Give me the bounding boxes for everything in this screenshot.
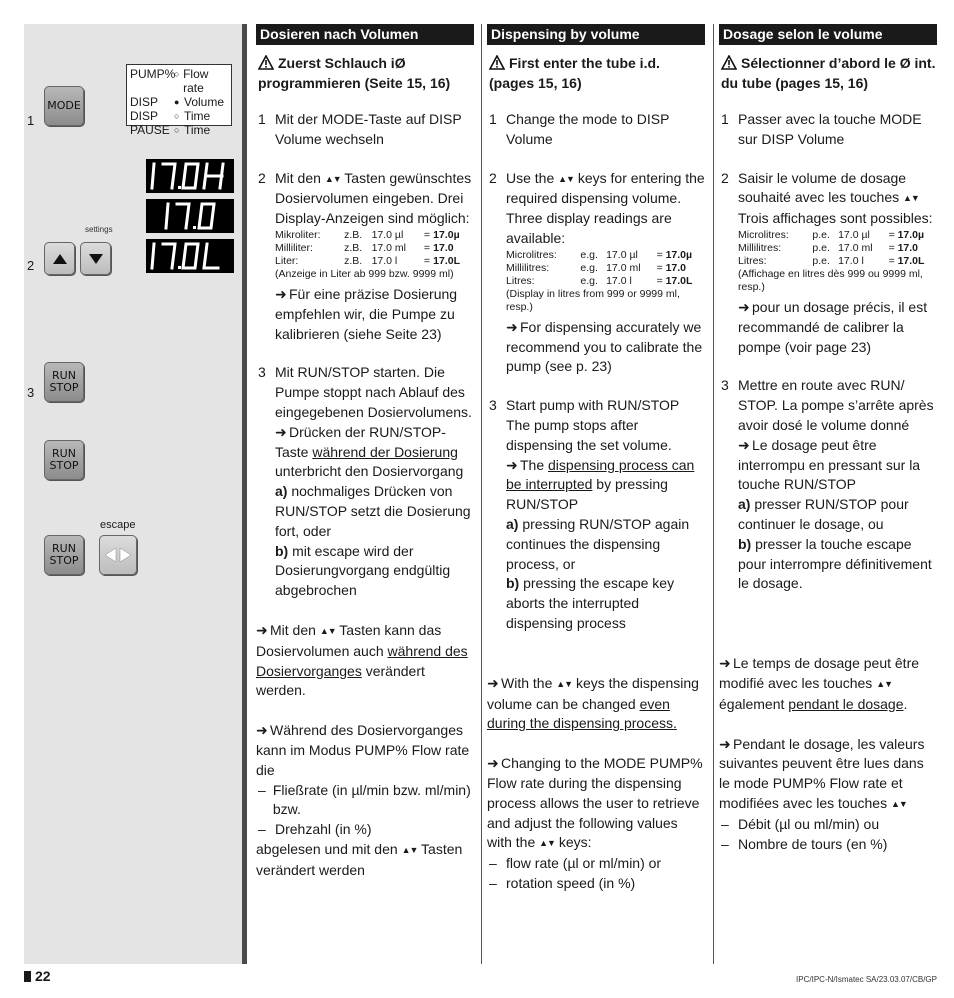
warning-text: First enter the tube i.d. (pages 15, 16) (489, 55, 660, 91)
unit-table (506, 249, 705, 288)
escape-label: escape (100, 519, 136, 531)
tip-text: ➜ For dispensing accurately we recommend you to calibrate the pump (see p. 23) (506, 318, 703, 375)
step-number: 3 (258, 364, 266, 381)
warning-note (487, 53, 705, 93)
warning-icon (721, 55, 737, 70)
arrow-right-icon: ➜ (487, 755, 499, 772)
arrow-right-icon: ➜ (506, 318, 518, 335)
lcd-display-liter (146, 239, 234, 273)
note-paragraph: ➜ Le temps de dosage peut être modifié avec les touches ▲▼ également pendant le dosage. (719, 655, 920, 712)
option-key: b) (275, 542, 289, 559)
step-number: 2 (258, 169, 266, 186)
page-marker (24, 971, 31, 982)
mode-name: DISP (130, 109, 159, 123)
up-down-keys-icon: ▲▼ (324, 173, 341, 184)
display-note: (Anzeige in Liter ab 999 bzw. 9999 ml) (275, 267, 454, 280)
table-row: Litres: p.e. 17.0 l = 17.0L (738, 254, 925, 267)
step-number: 1 (27, 113, 35, 128)
step-text: Mit den (275, 169, 321, 186)
radio-empty-icon: ○ (174, 69, 180, 79)
step-number: 2 (27, 258, 35, 273)
note-paragraph: abgelesen und mit den ▲▼ Tasten verändert werden (256, 840, 463, 878)
display-note: (Display in litres from 999 or 9999 ml, resp.) (506, 287, 680, 313)
lcd-display-milliliter (146, 199, 234, 233)
table-row: Millilitres: p.e. 17.0 ml = 17.0 (738, 241, 919, 254)
arrow-right-icon: ➜ (256, 621, 268, 638)
escape-button[interactable] (99, 535, 137, 575)
mode-name: DISP (130, 95, 159, 109)
note-paragraph: ➜ Pendant le dosage, les valeurs suivantes peuvent être lues dans le mode PUMP% Flow rate et modifiées avec les touches ▲▼ (719, 735, 937, 815)
step-number: 3 (489, 397, 497, 414)
mode-row (130, 67, 228, 95)
note-paragraph: ➜ With the ▲▼ keys the dispensing volume can be changed even during the dispensing process. (487, 674, 699, 732)
step-text: Passer avec la touche MODE sur DISP Volume (738, 111, 922, 147)
section-header: Dosage selon le volume (719, 24, 937, 45)
column-divider (713, 24, 714, 964)
up-down-keys-icon: ▲▼ (556, 678, 573, 689)
tip-text: ➜ pour un dosage précis, il est recommandé de calibrer la pompe (voir page 23) (738, 298, 928, 355)
mode-row (130, 123, 228, 137)
lcd-display-microliter (146, 159, 234, 193)
up-button[interactable] (44, 242, 75, 275)
arrow-right-icon: ➜ (506, 456, 518, 473)
option-key: a) (275, 483, 288, 500)
seven-segment-display (146, 159, 234, 193)
option-key: b) (506, 575, 520, 592)
step-number: 2 (721, 169, 729, 186)
radio-empty-icon: ○ (174, 125, 180, 135)
option-key: a) (506, 515, 519, 532)
section-header: Dosieren nach Volumen (256, 24, 474, 45)
seven-segment-display (146, 199, 234, 233)
run-stop-button[interactable]: RUN STOP (44, 362, 84, 402)
mode-label: Volume (184, 95, 225, 109)
mode-list (126, 64, 232, 137)
warning-icon (258, 55, 274, 70)
note-paragraph: ➜ Mit den ▲▼ Tasten kann das Dosiervolumen auch während des Dosiervorganges verändert werden. (256, 621, 468, 699)
warning-icon (489, 55, 505, 70)
step-number: 1 (258, 111, 266, 127)
section-header: Dispensing by volume (487, 24, 705, 45)
mode-label: Time (184, 123, 211, 137)
arrow-right-icon: ➜ (738, 298, 750, 315)
triangle-down-icon (89, 254, 103, 264)
run-stop-button[interactable]: RUN STOP (44, 535, 84, 575)
triangle-up-icon (53, 254, 67, 264)
column-divider (481, 24, 482, 964)
option-key: a) (738, 496, 751, 513)
table-row: Mikroliter: z.B. 17.0 µl = 17.0µ (275, 228, 460, 241)
arrow-right-icon: ➜ (487, 674, 499, 691)
mode-name: PUMP% (130, 67, 176, 81)
seven-segment-display (146, 239, 234, 273)
step-text: Trois affichages sont possibles: (738, 210, 933, 227)
arrow-right-icon: ➜ (256, 722, 268, 739)
sidebar-divider (242, 24, 247, 964)
list-item: – Débit (µl ou ml/min) ou (721, 815, 880, 832)
step-number: 1 (721, 111, 729, 127)
step-text: Start pump with RUN/STOP The pump stops after dispensing the set volume. (506, 397, 679, 453)
step-text: Mit der MODE-Taste auf DISP Volume wechseln (275, 111, 462, 147)
unit-table (738, 229, 937, 268)
warning-text: Sélectionner d’abord le Ø int. du tube (pages 15, 16) (721, 55, 936, 91)
unit-table (275, 229, 474, 268)
mode-label: Flow rate (183, 67, 209, 95)
document-code: IPC/IPC-N/Ismatec SA/23.03.07/CB/GP (796, 975, 937, 984)
table-row: Liter: z.B. 17.0 l = 17.0L (275, 254, 461, 267)
arrow-right-icon: ➜ (275, 423, 287, 440)
up-down-keys-icon: ▲▼ (903, 193, 919, 204)
mode-row (130, 95, 228, 109)
mode-name: PAUSE (130, 123, 170, 137)
step-number: 2 (489, 169, 497, 186)
step-number: 3 (721, 377, 729, 394)
table-row: Litres: e.g. 17.0 l = 17.0L (506, 274, 693, 287)
warning-note (256, 53, 474, 93)
warning-text: Zuerst Schlauch iØ programmieren (Seite 15, 16) (258, 55, 451, 91)
note-paragraph: ➜ Changing to the MODE PUMP% Flow rate during the dispensing process allows the user to retrieve and adjust the following values with the ▲▼ keys: (487, 754, 705, 854)
step-text: Change the mode to DISP Volume (506, 111, 670, 147)
table-row: Microlitres: e.g. 17.0 µl = 17.0µ (506, 248, 693, 261)
tip-text: ➜ Für eine präzise Dosierung empfehlen wir, die Pumpe zu kalibrieren (siehe Seite 23) (275, 285, 458, 342)
arrow-right-icon: ➜ (275, 285, 287, 302)
column-german: Dosieren nach Volumen Zuerst Schlauch iØ programmieren (Seite 15, 16) 1 Mit der MODE-Taste auf DISP Volume wechseln 2 Mit den ▲▼ Tasten gewünschtes Dosiervolumen eingeben. Drei Display-Anzeigen sind möglich: Mikroliter: z.B. 17.0 µl = 17.0µ Milliliter: z.B. 17.0 ml = 17.0 Liter: z.B. 17.0 l = 17.0L (Anzeige in Liter ab 999 bzw. 9999 ml) ➜ Für eine präzise Dosierung empfehlen wir, die Pumpe zu kalibrieren (siehe Seite 23) 3 Mit RUN/STOP starten. Die Pumpe stoppt nach Ablauf des eingegebenen Dosiervolumens. ➜ Drücken der RUN/STOP-Taste während der Dosierung unterbricht den Dosiervorgang a) nochmaliges Drücken von RUN/STOP setzt die Dosierung fort, oder b) mit escape wird der Dosierungvorgang endgültig abgebrochen ➜ Mit den ▲▼ Tasten kann das Dosiervolumen auch während des Dosiervorganges verändert werden. ➜ Während des Dosiervorganges kann im Modus PUMP% Flow rate die – Fließrate (in µl/min bzw. ml/min) bzw. – Drehzahl (in %) abgelesen und mit den ▲▼ Tasten verändert werden (256, 24, 474, 881)
table-row: Microlitres: p.e. 17.0 µl = 17.0µ (738, 228, 925, 241)
step-number: 1 (489, 111, 497, 127)
list-item: – flow rate (µl or ml/min) or (489, 855, 662, 872)
tip-text: ➜ Le dosage peut être interrompu en pressant sur la touche RUN/STOP (738, 436, 921, 493)
arrow-right-icon: ➜ (738, 436, 750, 453)
display-note: (Affichage en litres dès 999 ou 9999 ml, resp.) (738, 267, 923, 293)
step-text: Mettre en route avec RUN/ STOP. La pompe s’arrête après avoir dosé le volume donné (738, 377, 934, 433)
list-item: – Drehzahl (in %) (258, 821, 372, 838)
list-item: – Fließrate (in µl/min bzw. ml/min) bzw. (258, 781, 471, 818)
option-key: b) (738, 535, 752, 552)
step-text: Tasten gewünschtes Dosiervolumen eingeben. Drei Display-Anzeigen sind möglich: (275, 169, 472, 227)
radio-filled-icon: ● (174, 97, 180, 107)
tip-text: ➜ Drücken der RUN/STOP-Taste während der Dosierung unterbricht den Dosiervorgang (275, 423, 464, 480)
left-right-arrows-icon (105, 548, 131, 562)
arrow-right-icon: ➜ (719, 735, 731, 752)
up-down-keys-icon: ▲▼ (876, 678, 893, 689)
column-french: Dosage selon le volume Sélectionner d’abord le Ø int. du tube (pages 15, 16) 1 Passer avec la touche MODE sur DISP Volume 2 Saisir le volume de dosage souhaité avec les touches ▲▼ Trois affichages sont possibles: Microlitres: p.e. 17.0 µl = 17.0µ Millilitres: p.e. 17.0 ml = 17.0 Litres: p.e. 17.0 l = 17.0L (Affichage en litres dès 999 ou 9999 ml, resp.) ➜ pour un dosage précis, il est recommandé de calibrer la pompe (voir page 23) 3 Mettre en route avec RUN/ STOP. La pompe s’arrête après avoir dosé le volume donné ➜ Le dosage peut être interrompu en pressant sur la touche RUN/STOP a) presser RUN/STOP pour continuer le dosage, ou b) presser la touche escape pour interrompre définitivement le dosage. ➜ Le temps de dosage peut être modifié avec les touches ▲▼ également pendant le dosage. ➜ Pendant le dosage, les valeurs suivantes peuvent être lues dans le mode PUMP% Flow rate et modifiées avec les touches ▲▼ – Débit (µl ou ml/min) ou – Nombre de tours (en %) (719, 24, 937, 854)
list-item: – Nombre de tours (en %) (721, 835, 888, 852)
up-down-keys-icon: ▲▼ (319, 625, 336, 636)
settings-label: settings (85, 225, 113, 234)
table-row: Millilitres: e.g. 17.0 ml = 17.0 (506, 261, 687, 274)
step-text: Use the (506, 169, 555, 186)
up-down-keys-icon: ▲▼ (401, 844, 418, 855)
step-number: 3 (27, 385, 35, 400)
up-down-keys-icon: ▲▼ (890, 798, 907, 809)
note-paragraph: ➜ Während des Dosiervorganges kann im Modus PUMP% Flow rate die (256, 722, 470, 778)
list-item: – rotation speed (in %) (489, 874, 636, 891)
tip-text: ➜ The dispensing process can be interrupted by pressing RUN/STOP (506, 456, 695, 513)
mode-row (130, 109, 228, 123)
step-text: Saisir le volume de dosage souhaité avec les touches (738, 169, 907, 206)
up-down-keys-icon: ▲▼ (558, 173, 574, 184)
table-row: Milliliter: z.B. 17.0 ml = 17.0 (275, 241, 454, 254)
up-down-keys-icon: ▲▼ (539, 838, 555, 849)
step-text: keys for entering the required dispensing volume. Three display readings are available: (506, 169, 705, 246)
warning-note (719, 53, 937, 93)
mode-label: Time (184, 109, 211, 123)
column-english: Dispensing by volume First enter the tube i.d. (pages 15, 16) 1 Change the mode to DISP Volume 2 Use the ▲▼ keys for entering the required dispensing volume. Three display readings are available: Microlitres: e.g. 17.0 µl = 17.0µ Millilitres: e.g. 17.0 ml = 17.0 Litres: e.g. 17.0 l = 17.0L (Display in litres from 999 or 9999 ml, resp.) ➜ For dispensing accurately we recommend you to calibrate the pump (see p. 23) 3 Start pump with RUN/STOP The pump stops after dispensing the set volume. ➜ The dispensing process can be interrupted by pressing RUN/STOP a) pressing RUN/STOP again continues the dispensing process, or b) pressing the escape key aborts the interrupted dispensing process ➜ With the ▲▼ keys the dispensing volume can be changed even during the dispensing process. ➜ Changing to the MODE PUMP% Flow rate during the dispensing process allows the user to retrieve and adjust the following values with the ▲▼ keys: – flow rate (µl or ml/min) or – rotation speed (in %) (487, 24, 705, 894)
down-button[interactable] (80, 242, 111, 275)
mode-button[interactable]: MODE (44, 86, 84, 126)
page-number: 22 (35, 968, 51, 984)
step-text: Mit RUN/STOP starten. Die Pumpe stoppt nach Ablauf des eingegebenen Dosiervolumens. (275, 364, 472, 420)
run-stop-button[interactable]: RUN STOP (44, 440, 84, 480)
arrow-right-icon: ➜ (719, 655, 731, 672)
radio-empty-icon: ○ (174, 111, 180, 121)
